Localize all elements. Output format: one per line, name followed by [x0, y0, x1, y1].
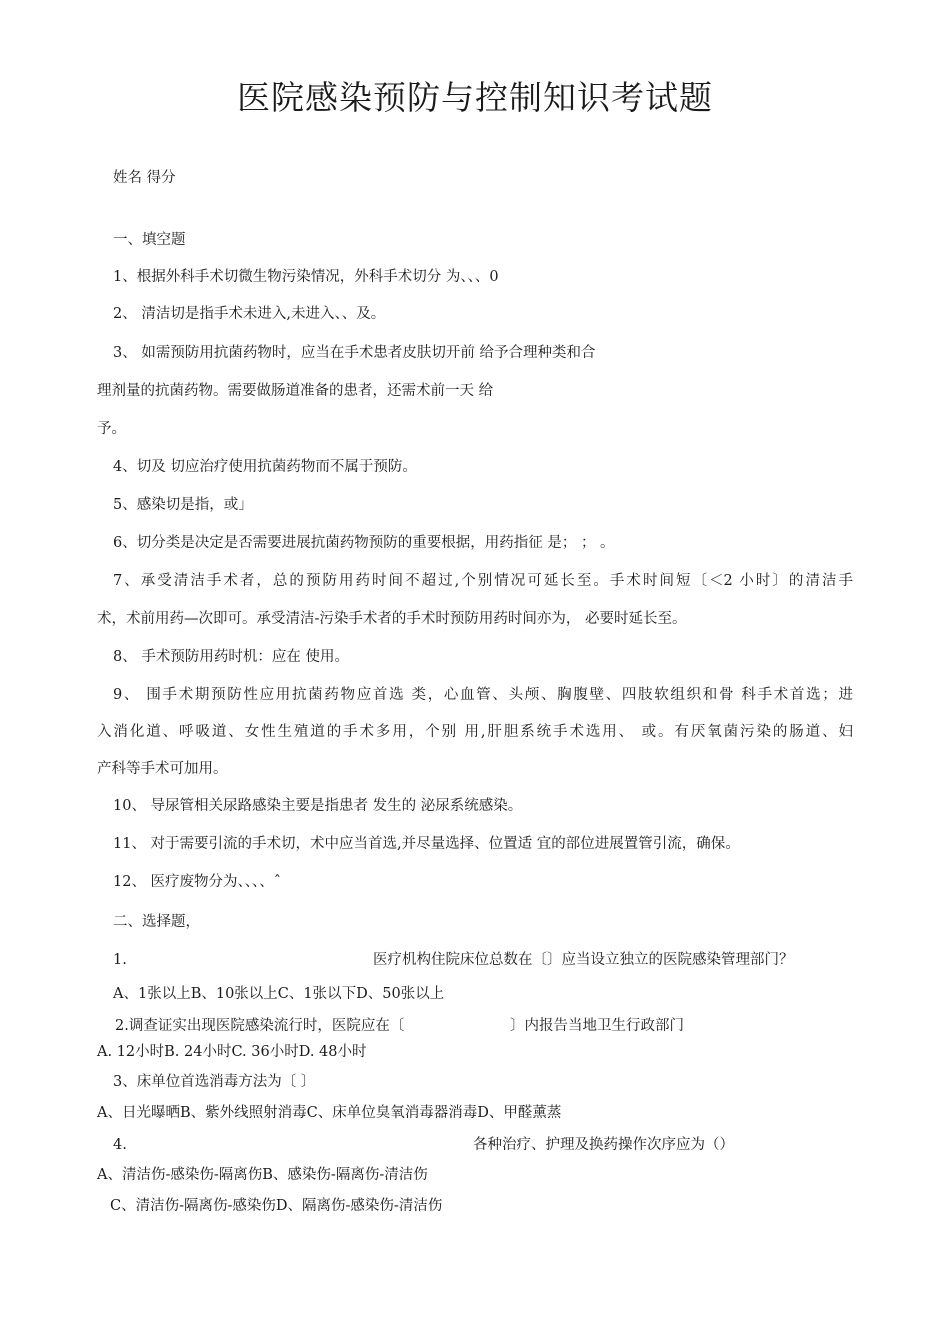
choice-4-options-line-1: A、清洁伤-感染伤-隔离伤B、感染伤-隔离伤-清洁伤 [97, 1167, 428, 1183]
name-score-line: 姓名 得分 [113, 170, 176, 186]
question-3-line-1: 3、 如需预防用抗菌药物时，应当在手术患者皮肤切开前 给予合理种类和合 [113, 345, 596, 361]
question-6: 6、切分类是决定是否需要进展抗菌药物预防的重要根据，用药指征 是； ； 。 [113, 535, 615, 551]
choice-4-text: 各种治疗、护理及换药操作次序应为（） [473, 1137, 734, 1153]
exam-title: 医院感染预防与控制知识考试题 [237, 78, 713, 117]
question-7-line-1: 7、承受清洁手术者，总的预防用药时间不超过,个别情况可延长至。手术时间短〔＜2 小时〕的清洁手 [113, 573, 853, 589]
question-3-line-3: 予。 [97, 421, 126, 437]
question-9-line-2: 入消化道、呼吸道、女性生殖道的手术多用，个别 用,肝胆系统手术选用、 或。有厌氧菌污染的肠道、妇 [97, 724, 853, 740]
section-heading-fill-blank: 一、填空题 [113, 232, 186, 248]
question-11: 11、 对于需要引流的手术切，术中应当首选,并尽量选择、位置适 宜的部位进展置管引流，确保。 [113, 836, 740, 852]
section-heading-choice: 二、选择题， [113, 914, 200, 930]
question-4: 4、切及 切应治疗使用抗菌药物而不属于预防。 [113, 459, 417, 475]
choice-2-options: A. 12小时B. 24小时C. 36小时D. 48小时 [97, 1044, 367, 1060]
question-7-line-2: 术，术前用药—次即可。承受清洁-污染手术者的手术时预防用药时间亦为， 必要时延长至。 [97, 611, 687, 627]
question-3-line-2: 理剂量的抗菌药物。需要做肠道准备的患者，还需术前一天 给 [97, 383, 494, 399]
question-9-line-1: 9、 围手术期预防性应用抗菌药物应首选 类，心血管、头颅、胸腹壁、四肢软组织和骨 科手术首选；进 [113, 687, 853, 703]
question-5: 5、感染切是指，或」 [113, 497, 253, 513]
choice-3-text: 3、床单位首选消毒方法为〔 〕 [113, 1074, 316, 1090]
choice-2-text-end: 〕内报告当地卫生行政部门 [510, 1018, 684, 1034]
choice-2-text-start: 2.调查证实出现医院感染流行时，医院应在〔 [115, 1018, 405, 1034]
choice-1-number: 1. [113, 952, 127, 968]
question-2: 2、 清洁切是指手术未进入,未进入、、及。 [113, 306, 386, 322]
choice-1-text: 医疗机构住院床位总数在〔〕应当设立独立的医院感染管理部门？ [373, 952, 794, 968]
question-9-line-3: 产科等手术可加用。 [97, 761, 228, 777]
choice-4-number: 4. [113, 1137, 127, 1153]
question-8: 8、 手术预防用药时机：应在 使用。 [113, 649, 349, 665]
question-1: 1、根据外科手术切微生物污染情况，外科手术切分 为、、、0 [113, 269, 499, 285]
question-12: 12、 医疗废物分为、、、、ˆ [113, 874, 282, 890]
choice-3-options: A、日光曝晒B、紫外线照射消毒C、床单位臭氧消毒器消毒D、甲醛薰蒸 [97, 1105, 562, 1121]
question-10: 10、 导尿管相关尿路感染主要是指患者 发生的 泌尿系统感染。 [113, 798, 523, 814]
choice-4-options-line-2: C、清洁伤-隔离伤-感染伤D、隔离伤-感染伤-清洁伤 [110, 1198, 443, 1214]
choice-1-options: A、1张以上B、10张以上C、1张以下D、50张以上 [113, 986, 445, 1002]
